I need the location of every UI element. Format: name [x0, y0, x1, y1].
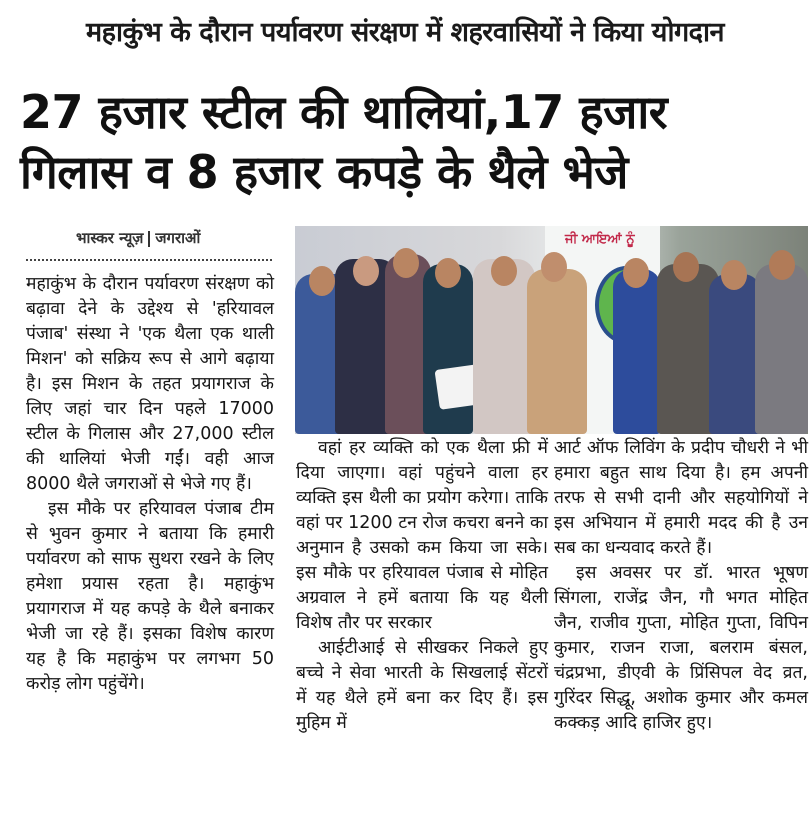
- person-head: [673, 252, 699, 282]
- article-column-3: [554, 436, 808, 736]
- paragraph: इस मौके पर हरियावल पंजाब टीम से भुवन कुमार ने बताया कि हमारी पर्यावरण को साफ सुथरा रखने के लिए हमेशा प्रयास रहता है। महाकुंभ प्रयागराज में यह कपड़े के थैले बनाकर भेजी जा रहे हैं। इसका विशेष कारण यह है कि महाकुंभ पर लगभग 50 करोड़ लोग पहुंचेंगे।: [26, 499, 274, 694]
- paragraph: महाकुंभ के दौरान पर्यावरण संरक्षण को बढ़ावा देने के उद्देश्य से 'हरियावल पंजाब' संस्था ने 'एक थैला एक थाली मिशन' को सक्रिय रूप से आगे बढ़ाया है। इस मिशन के तहत प्रयागराज के लिए जहां चार दिन पहले 17000 स्टील के गिलास और 27,000 स्टील की थालियां भेजी गईं। वही आज 8000 थैले जगराओं से भेजे गए हैं।: [26, 274, 274, 494]
- byline-separator: [148, 231, 150, 247]
- article-kicker: महाकुंभ के दौरान पर्यावरण संरक्षण में शहरवासियों ने किया योगदान: [86, 17, 724, 48]
- headline-line-2: गिलास व 8 हजार कपड़े के थैले भेजे: [20, 145, 628, 199]
- person-head: [541, 252, 567, 282]
- byline-source: भास्कर न्यूज़: [76, 229, 144, 247]
- paragraph: आईटीआई से सीखकर निकले हुए बच्चे ने सेवा भारती के सिखलाई सेंटरों में यह थैले हमें बना कर दिए हैं। इस मुहिम में: [296, 638, 548, 733]
- banner-text: ਜੀ ਆਇਆਂ ਨੂੰ: [565, 232, 635, 247]
- article-column-2: [296, 436, 548, 736]
- headline-line-1: 27 हजार स्टील की थालियां,17 हजार: [20, 85, 668, 139]
- person: [527, 269, 587, 434]
- person-head: [721, 260, 747, 290]
- byline-location: जगराओं: [155, 229, 201, 247]
- person: [613, 269, 661, 434]
- person-head: [309, 266, 335, 296]
- person-head: [623, 258, 649, 288]
- article-column-1: [26, 272, 274, 697]
- news-photo: [295, 226, 808, 434]
- person-head: [491, 256, 517, 286]
- byline: [76, 228, 200, 248]
- paragraph: आर्ट ऑफ लिविंग के प्रदीप चौधरी ने भी हमारा बहुत साथ दिया है। हम अपनी तरफ से सभी दानी और सहयोगियों ने इस अभियान में हमारी मदद की है उन सब का धन्यवाद करते हैं।: [554, 438, 808, 558]
- person-head: [393, 248, 419, 278]
- person: [709, 274, 761, 434]
- paragraph: वहां हर व्यक्ति को एक थैला फ्री में दिया जाएगा। वहां पहुंचने वाला हर व्यक्ति इस थैली का प्रयोग करेगा। ताकि वहां पर 1200 टन रोज कचरा बनने का अनुमान है उसको कम किया जा सके। इस मौके पर हरियावल पंजाब से मोहित अग्रवाल ने हमें बताया कि यह थैली विशेष तौर पर सरकार: [296, 438, 548, 633]
- person-head: [353, 256, 379, 286]
- person-head: [435, 258, 461, 288]
- paragraph: इस अवसर पर डॉ. भारत भूषण सिंगला, राजेंद्र जैन, गौ भगत मोहित जैन, राजीव गुप्ता, मोहित गुप्ता, विपिन कुमार, राजन राजा, बलराम बंसल, चंद्रप्रभा, डीएवी के प्रिंसिपल वेद व्रत, गुरिंदर सिद्धू, अशोक कुमार और कमल कक्कड़ आदि हाजिर हुए।: [554, 563, 808, 733]
- dotted-divider: [26, 259, 272, 261]
- article-headline: [20, 82, 800, 202]
- person-head: [769, 250, 795, 280]
- person: [755, 264, 808, 434]
